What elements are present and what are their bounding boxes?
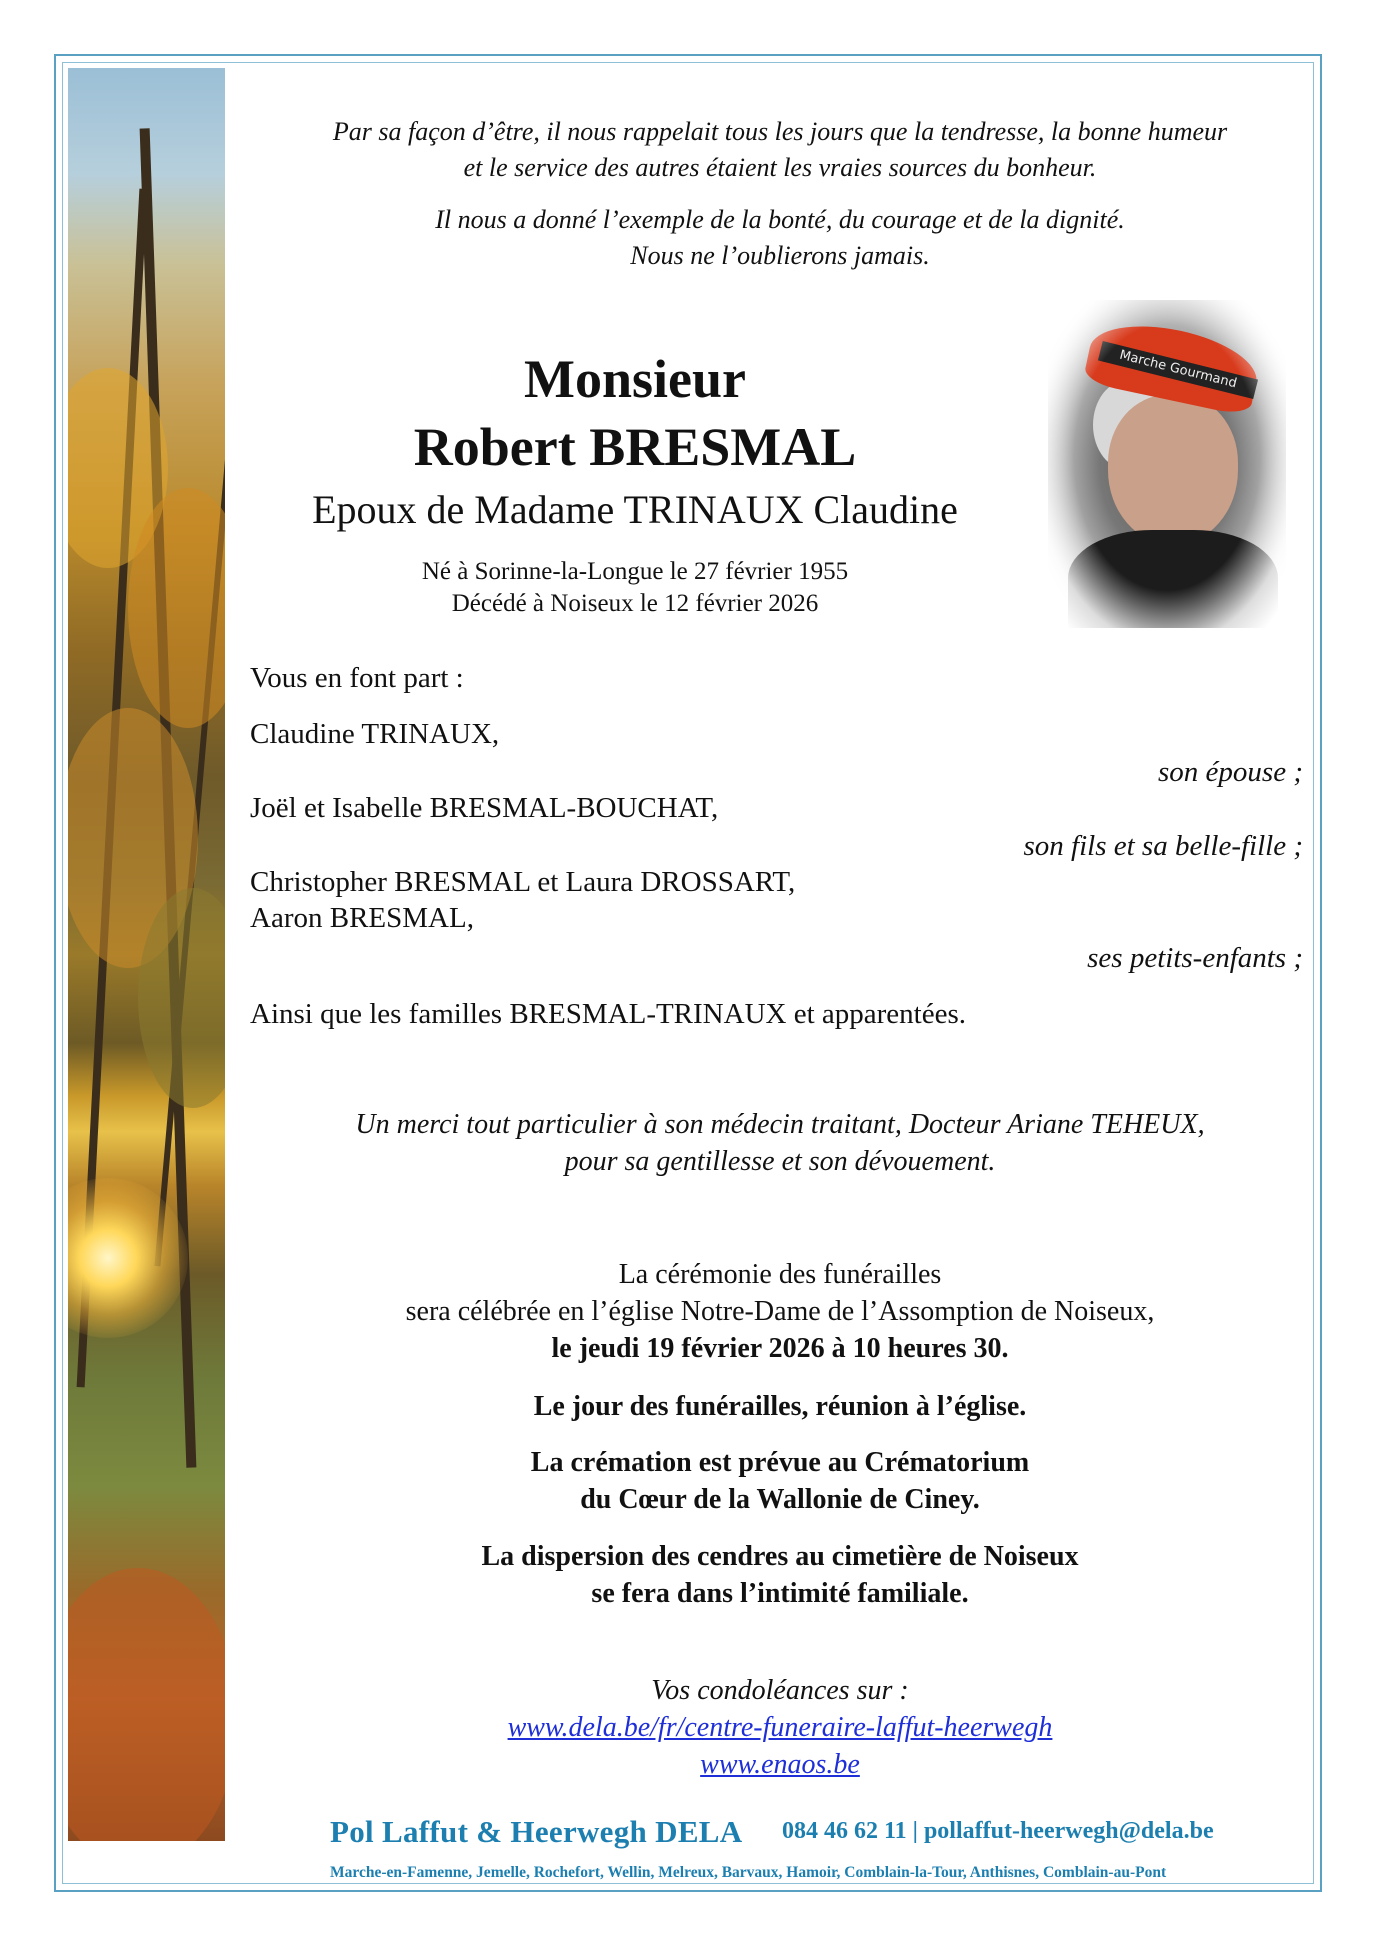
family-intro: Vous en font part : <box>250 662 464 694</box>
funeral-home-locations: Marche-en-Famenne, Jemelle, Rochefort, Wellin, Melreux, Barvaux, Hamoir, Comblain-la-Tour, Anthisnes, Comblain-au-Pont <box>330 1864 1167 1881</box>
family-relation-3: ses petits-enfants ; <box>1087 942 1303 974</box>
deceased-portrait <box>1048 300 1286 628</box>
deceased-name: Robert BRESMAL <box>413 417 857 477</box>
death-date: Décédé à Noiseux le 12 février 2026 <box>451 590 819 617</box>
dispersion-line-2: se fera dans l’intimité familiale. <box>591 1578 969 1609</box>
intro-line-1: Par sa façon d’être, il nous rappelait tous les jours que la tendresse, la bonne humeur <box>332 117 1228 146</box>
family-names-2: Joël et Isabelle BRESMAL-BOUCHAT, <box>250 792 719 824</box>
intro-line-2: et le service des autres étaient les vraies sources du bonheur. <box>463 153 1097 182</box>
cremation-line-1: La crémation est prévue au Crématorium <box>530 1447 1030 1478</box>
ceremony-date: le jeudi 19 février 2026 à 10 heures 30. <box>551 1333 1009 1364</box>
thanks-line-2: pour sa gentillesse et son dévouement. <box>564 1146 996 1177</box>
family-closing: Ainsi que les familles BRESMAL-TRINAUX et apparentées. <box>250 998 966 1030</box>
family-relation-1: son épouse ; <box>1158 756 1303 788</box>
dispersion-line-1: La dispersion des cendres au cimetière de Noiseux <box>481 1541 1079 1572</box>
ceremony-line-2: sera célébrée en l’église Notre-Dame de l’Assomption de Noiseux, <box>405 1296 1155 1327</box>
funeral-home-logo: Pol Laffut & Heerwegh DELA <box>330 1814 743 1849</box>
deceased-title: Monsieur <box>524 349 746 409</box>
enaos-link[interactable]: www.enaos.be <box>700 1749 860 1780</box>
birth-date: Né à Sorinne-la-Longue le 27 février 1955 <box>421 558 849 585</box>
autumn-trees-photo <box>68 68 225 1841</box>
cremation-line-2: du Cœur de la Wallonie de Ciney. <box>580 1484 980 1515</box>
thanks-line-1: Un merci tout particulier à son médecin traitant, Docteur Ariane TEHEUX, <box>355 1109 1205 1140</box>
intro-line-3: Il nous a donné l’exemple de la bonté, du courage et de la dignité. <box>435 205 1125 234</box>
meeting-notice: Le jour des funérailles, réunion à l’église. <box>533 1391 1027 1422</box>
family-names-3b: Aaron BRESMAL, <box>250 902 474 934</box>
condolences-label: Vos condoléances sur : <box>651 1675 909 1706</box>
family-relation-2: son fils et sa belle-fille ; <box>1023 830 1303 862</box>
deceased-spouse: Epoux de Madame TRINAUX Claudine <box>312 487 958 532</box>
funeral-home-contact: 084 46 62 11 | pollaffut-heerwegh@dela.be <box>782 1818 1214 1844</box>
dela-condolences-link[interactable]: www.dela.be/fr/centre-funeraire-laffut-heerwegh <box>507 1712 1053 1743</box>
family-names-1: Claudine TRINAUX, <box>250 718 500 750</box>
ceremony-line-1: La cérémonie des funérailles <box>618 1259 942 1290</box>
intro-line-4: Nous ne l’oublierons jamais. <box>630 241 930 270</box>
family-names-3a: Christopher BRESMAL et Laura DROSSART, <box>250 866 796 898</box>
